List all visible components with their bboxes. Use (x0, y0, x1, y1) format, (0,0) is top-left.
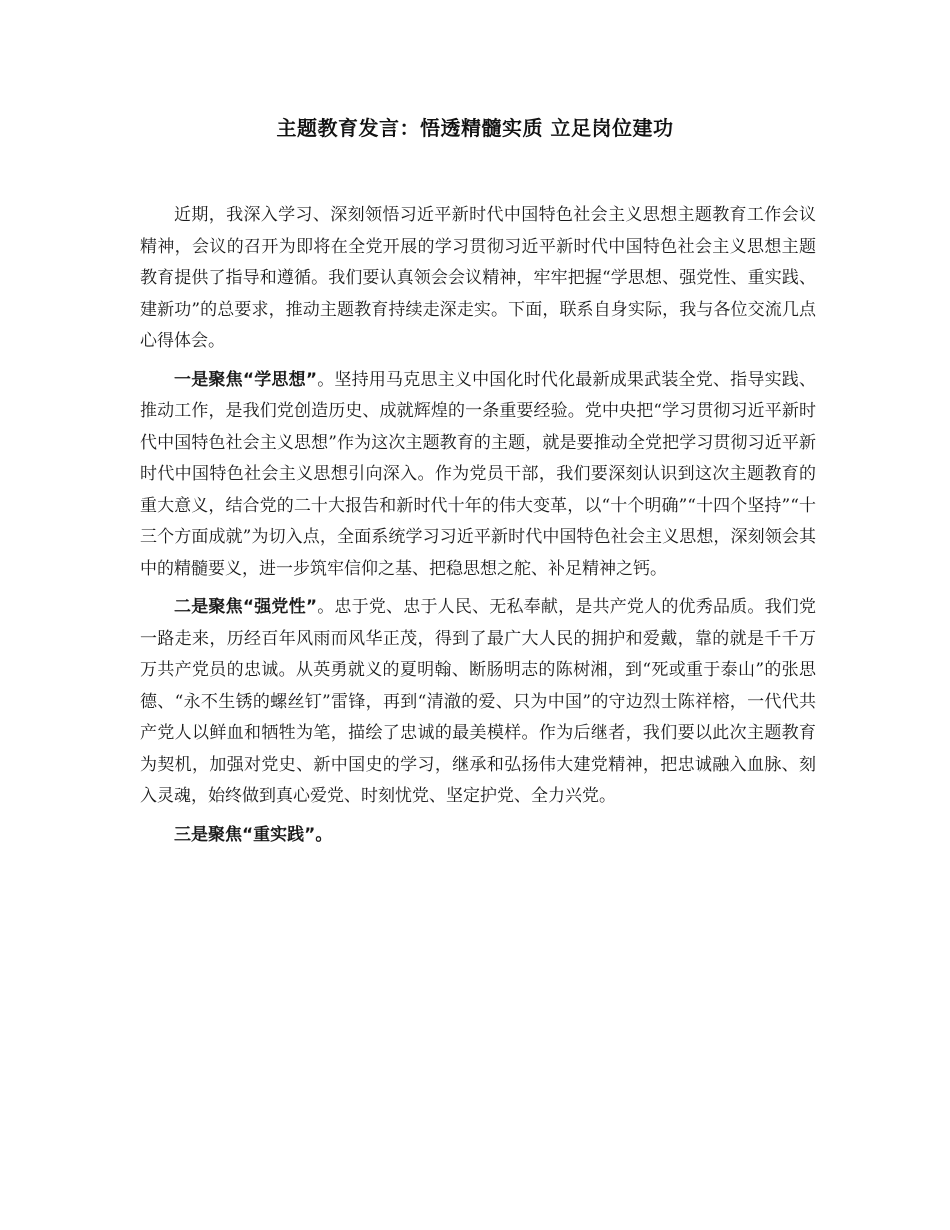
paragraph-lead: 一是聚焦“学思想” (174, 369, 317, 390)
paragraph-intro (140, 200, 816, 358)
paragraph-lead: 二是聚焦“强党性” (174, 597, 317, 617)
paragraph-text: 。坚持用马克思主义中国化时代化最新成果武装全党、指导实践、推动工作，是我们党创造历史、成就辉煌的一条重要经验。党中央把“学习贯彻习近平新时代中国特色社会主义思想”作为这次主题教育的主题，就是要推动全党把学习贯彻习近平新时代中国特色社会主义思想引向深入。作为党员干部，我们要深刻认识到这次主题教育的重大意义，结合党的二十大报告和新时代十年的伟大变革，以“十个明确”“十四个坚持”“十三个方面成就”为切入点，全面系统学习习近平新时代中国特色社会主义思想，深刻领会其中的精髓要义，进一步筑牢信仰之基、把稳思想之舵、补足精神之钙。 (140, 369, 816, 579)
paragraph-practice (140, 820, 816, 852)
paragraph-text: 。忠于党、忠于人民、无私奉献，是共产党人的优秀品质。我们党一路走来，历经百年风雨而风华正茂，得到了最广大人民的拥护和爱戴，靠的就是千千万万共产党员的忠诚。从英勇就义的夏明翰、断肠明志的陈树湘，到“死或重于泰山”的张思德、“永不生锈的螺丝钉”雷锋，再到“清澈的爱、只为中国”的守边烈士陈祥榕，一代代共产党人以鲜血和牺牲为笔，描绘了忠诚的最美模样。作为后继者，我们要以此次主题教育为契机，加强对党史、新中国史的学习，继承和弘扬伟大建党精神，把忠诚融入血脉、刻入灵魂，始终做到真心爱党、时刻忧党、坚定护党、全力兴党。 (140, 597, 816, 806)
paragraph-party-spirit (140, 592, 816, 813)
paragraph-text: 近期，我深入学习、深刻领悟习近平新时代中国特色社会主义思想主题教育工作会议精神，会议的召开为即将在全党开展的学习贯彻习近平新时代中国特色社会主义思想主题教育提供了指导和遵循。我们要认真领会会议精神，牢牢把握“学思想、强党性、重实践、建新功”的总要求，推动主题教育持续走深走实。下面，联系自身实际，我与各位交流几点心得体会。 (140, 205, 816, 351)
paragraph-lead: 三是聚焦“重实践”。 (174, 824, 333, 845)
document-body (140, 200, 816, 858)
document-title: 主题教育发言：悟透精髓实质 立足岗位建功 (276, 116, 674, 140)
paragraph-study-thought (140, 365, 816, 586)
